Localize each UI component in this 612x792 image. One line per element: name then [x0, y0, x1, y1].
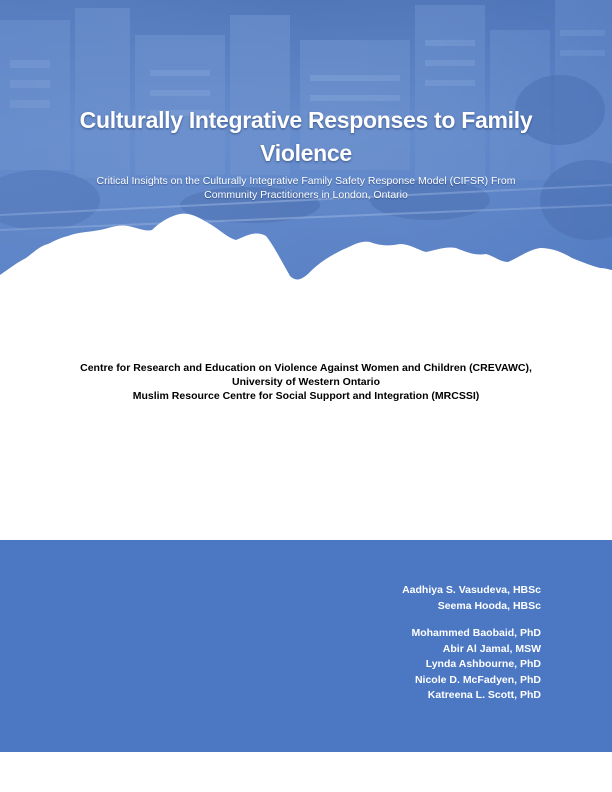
lead-authors-list: [402, 583, 541, 614]
author-name: Abir Al Jamal, MSW: [442, 642, 541, 655]
organization-line: Muslim Resource Centre for Social Support and Integration (MRCSSI): [132, 390, 480, 402]
contributing-authors-list: [411, 626, 541, 704]
title-block: [40, 104, 572, 202]
organizations-block: [40, 361, 572, 403]
cover-photo-banner: [0, 0, 612, 300]
organization-line: University of Western Ontario: [231, 376, 380, 388]
subtitle-line-1: Critical Insights on the Culturally Integrative Family Safety Response Model (CIFSR) From: [96, 175, 516, 187]
title-line-2: Violence: [260, 140, 352, 166]
authors-band: [0, 540, 612, 752]
author-name: Katreena L. Scott, PhD: [427, 689, 541, 702]
subtitle-line-2: Community Practitioners in London, Ontario: [204, 188, 408, 201]
title-line-1: Culturally Integrative Responses to Family: [79, 107, 533, 133]
author-name: Aadhiya S. Vasudeva, HBSc: [402, 584, 541, 596]
author-name: Nicole D. McFadyen, PhD: [414, 673, 541, 686]
author-name: Seema Hooda, HBSc: [437, 599, 541, 612]
document-subtitle: [71, 175, 541, 202]
author-name: Lynda Ashbourne, PhD: [425, 658, 541, 671]
author-name: Mohammed Baobaid, PhD: [411, 627, 541, 639]
document-title: [40, 104, 572, 170]
organization-line: Centre for Research and Education on Violence Against Women and Children (CREVAWC),: [80, 362, 532, 374]
